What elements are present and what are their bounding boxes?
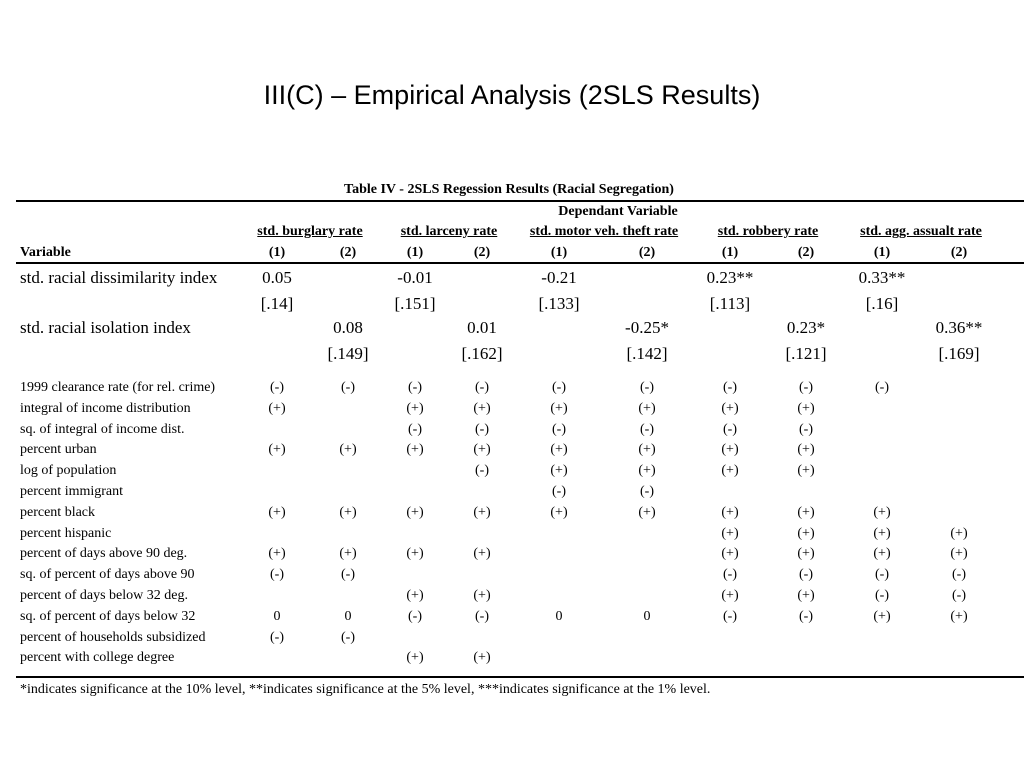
- control-sign: (-): [270, 567, 284, 583]
- coefficient: -0.01: [397, 268, 433, 287]
- column-number: (1): [406, 245, 424, 260]
- standard-error: [.169]: [938, 344, 980, 363]
- control-sign: (+): [797, 400, 815, 416]
- control-sign: (-): [875, 380, 889, 395]
- header-rule: [16, 262, 1024, 264]
- control-sign: 0: [273, 608, 281, 624]
- control-sign: (-): [799, 380, 813, 395]
- control-sign: (-): [952, 588, 966, 603]
- dependent-variable-group: std. burglary rate: [257, 224, 363, 239]
- control-sign: (-): [475, 608, 489, 624]
- control-sign: (+): [638, 400, 656, 416]
- standard-error: [.151]: [394, 294, 436, 313]
- control-variable-label: percent black: [20, 504, 96, 520]
- control-sign: (-): [875, 567, 889, 583]
- control-sign: (-): [475, 380, 489, 395]
- control-sign: (-): [640, 484, 654, 499]
- control-sign: (+): [406, 650, 424, 666]
- control-sign: (-): [552, 380, 566, 395]
- control-variable-label: percent hispanic: [20, 525, 112, 541]
- control-sign: 0: [344, 608, 352, 624]
- column-number: (2): [797, 245, 815, 260]
- control-variable-label: 1999 clearance rate (for rel. crime): [20, 380, 216, 395]
- column-number: (2): [473, 245, 491, 260]
- standard-error: [.149]: [327, 344, 369, 363]
- control-variable-label: percent urban: [20, 442, 97, 458]
- control-sign: (+): [406, 442, 424, 458]
- control-sign: (+): [473, 504, 491, 520]
- top-rule: [16, 200, 1024, 202]
- control-sign: (+): [721, 400, 739, 416]
- control-sign: (+): [797, 463, 815, 479]
- control-sign: (+): [797, 546, 815, 562]
- coefficient: -0.25*: [625, 318, 669, 337]
- control-variable-label: sq. of integral of income dist.: [20, 421, 185, 437]
- control-sign: (+): [721, 588, 739, 603]
- control-sign: (+): [473, 546, 491, 562]
- dependent-variable-group: std. larceny rate: [400, 224, 498, 239]
- control-sign: (+): [550, 400, 568, 416]
- control-sign: (+): [473, 588, 491, 603]
- control-sign: (+): [950, 546, 968, 562]
- control-sign: (+): [550, 504, 568, 520]
- control-sign: (-): [799, 608, 813, 624]
- control-sign: (+): [638, 442, 656, 458]
- dependent-variable-group: std. motor veh. theft rate: [529, 224, 679, 239]
- control-sign: (-): [408, 608, 422, 624]
- coefficient: 0.23**: [706, 268, 754, 287]
- control-variable-label: integral of income distribution: [20, 400, 191, 416]
- control-sign: (+): [339, 546, 357, 562]
- control-sign: (+): [339, 442, 357, 458]
- control-sign: (+): [950, 525, 968, 541]
- control-sign: (+): [797, 504, 815, 520]
- bottom-rule: [16, 676, 1024, 678]
- coefficient: -0.21: [541, 268, 577, 287]
- coefficient: 0.08: [333, 318, 363, 337]
- control-sign: (+): [797, 588, 815, 603]
- control-sign: (+): [406, 504, 424, 520]
- variable-header: Variable: [20, 245, 71, 260]
- column-number: (2): [339, 245, 357, 260]
- control-sign: (+): [268, 546, 286, 562]
- control-sign: (-): [270, 380, 284, 395]
- control-sign: (+): [339, 504, 357, 520]
- coefficient: 0.01: [467, 318, 497, 337]
- control-sign: (+): [797, 442, 815, 458]
- coefficient: 0.23*: [786, 318, 826, 337]
- control-sign: (+): [721, 504, 739, 520]
- control-sign: (-): [475, 421, 489, 437]
- coefficient: 0.05: [262, 268, 292, 287]
- standard-error: [.121]: [785, 344, 827, 363]
- column-number: (2): [638, 245, 656, 260]
- control-sign: (+): [950, 608, 968, 624]
- control-variable-label: percent with college degree: [20, 650, 175, 666]
- column-number: (1): [550, 245, 568, 260]
- control-sign: (+): [797, 525, 815, 541]
- footnote: *indicates significance at the 10% level, **indicates significance at the 5% level, ***indicates significance at the 1% level.: [20, 682, 711, 697]
- control-sign: (-): [341, 380, 355, 395]
- row-label: std. racial dissimilarity index: [20, 268, 218, 287]
- standard-error: [.133]: [538, 294, 580, 313]
- control-sign: (-): [640, 421, 654, 437]
- standard-error: [.113]: [709, 294, 751, 313]
- control-sign: (+): [550, 442, 568, 458]
- control-variable-label: percent of households subsidized: [20, 629, 206, 645]
- control-variable-label: percent immigrant: [20, 484, 124, 499]
- control-variable-label: percent of days above 90 deg.: [20, 546, 188, 562]
- control-sign: (+): [268, 442, 286, 458]
- row-label: std. racial isolation index: [20, 318, 191, 337]
- column-number: (2): [950, 245, 968, 260]
- control-sign: (+): [638, 463, 656, 479]
- column-number: (1): [268, 245, 286, 260]
- coefficient: 0.33**: [858, 268, 906, 287]
- standard-error: [.16]: [865, 294, 899, 313]
- control-sign: 0: [555, 608, 563, 624]
- dependent-variable-group: std. agg. assualt rate: [860, 224, 982, 239]
- control-sign: (-): [723, 608, 737, 624]
- control-sign: (-): [475, 463, 489, 479]
- control-sign: (+): [473, 650, 491, 666]
- table-caption: Table IV - 2SLS Regession Results (Racial Segregation): [344, 182, 674, 197]
- control-sign: (+): [473, 442, 491, 458]
- control-sign: (-): [952, 567, 966, 583]
- control-sign: (+): [873, 546, 891, 562]
- control-variable-label: log of population: [20, 463, 117, 479]
- control-sign: (+): [473, 400, 491, 416]
- coefficient: 0.36**: [935, 318, 983, 337]
- standard-error: [.14]: [260, 294, 294, 313]
- dependent-variable-label: Dependant Variable: [558, 204, 678, 219]
- control-variable-label: percent of days below 32 deg.: [20, 588, 188, 603]
- control-sign: 0: [643, 608, 651, 624]
- control-sign: (-): [723, 567, 737, 583]
- control-sign: (+): [873, 525, 891, 541]
- control-sign: (-): [341, 629, 355, 645]
- control-sign: (-): [552, 484, 566, 499]
- control-sign: (+): [550, 463, 568, 479]
- control-sign: (-): [341, 567, 355, 583]
- control-sign: (-): [875, 588, 889, 603]
- control-sign: (-): [270, 629, 284, 645]
- control-sign: (+): [406, 588, 424, 603]
- control-sign: (+): [873, 504, 891, 520]
- control-sign: (-): [408, 380, 422, 395]
- control-sign: (+): [406, 400, 424, 416]
- control-sign: (-): [799, 567, 813, 583]
- control-sign: (+): [268, 504, 286, 520]
- control-variable-label: sq. of percent of days below 32: [20, 608, 196, 624]
- column-number: (1): [873, 245, 891, 260]
- control-sign: (-): [640, 380, 654, 395]
- control-sign: (+): [721, 442, 739, 458]
- control-sign: (-): [552, 421, 566, 437]
- control-sign: (+): [638, 504, 656, 520]
- control-sign: (-): [408, 421, 422, 437]
- control-sign: (+): [268, 400, 286, 416]
- control-sign: (+): [721, 525, 739, 541]
- control-sign: (-): [799, 421, 813, 437]
- slide-title: III(C) – Empirical Analysis (2SLS Results): [263, 80, 761, 110]
- control-sign: (-): [723, 380, 737, 395]
- column-number: (1): [721, 245, 739, 260]
- control-sign: (+): [721, 463, 739, 479]
- standard-error: [.162]: [461, 344, 503, 363]
- control-sign: (+): [406, 546, 424, 562]
- control-sign: (+): [721, 546, 739, 562]
- control-sign: (-): [723, 421, 737, 437]
- standard-error: [.142]: [626, 344, 668, 363]
- dependent-variable-group: std. robbery rate: [717, 224, 819, 239]
- control-sign: (+): [873, 608, 891, 624]
- control-variable-label: sq. of percent of days above 90: [20, 567, 195, 583]
